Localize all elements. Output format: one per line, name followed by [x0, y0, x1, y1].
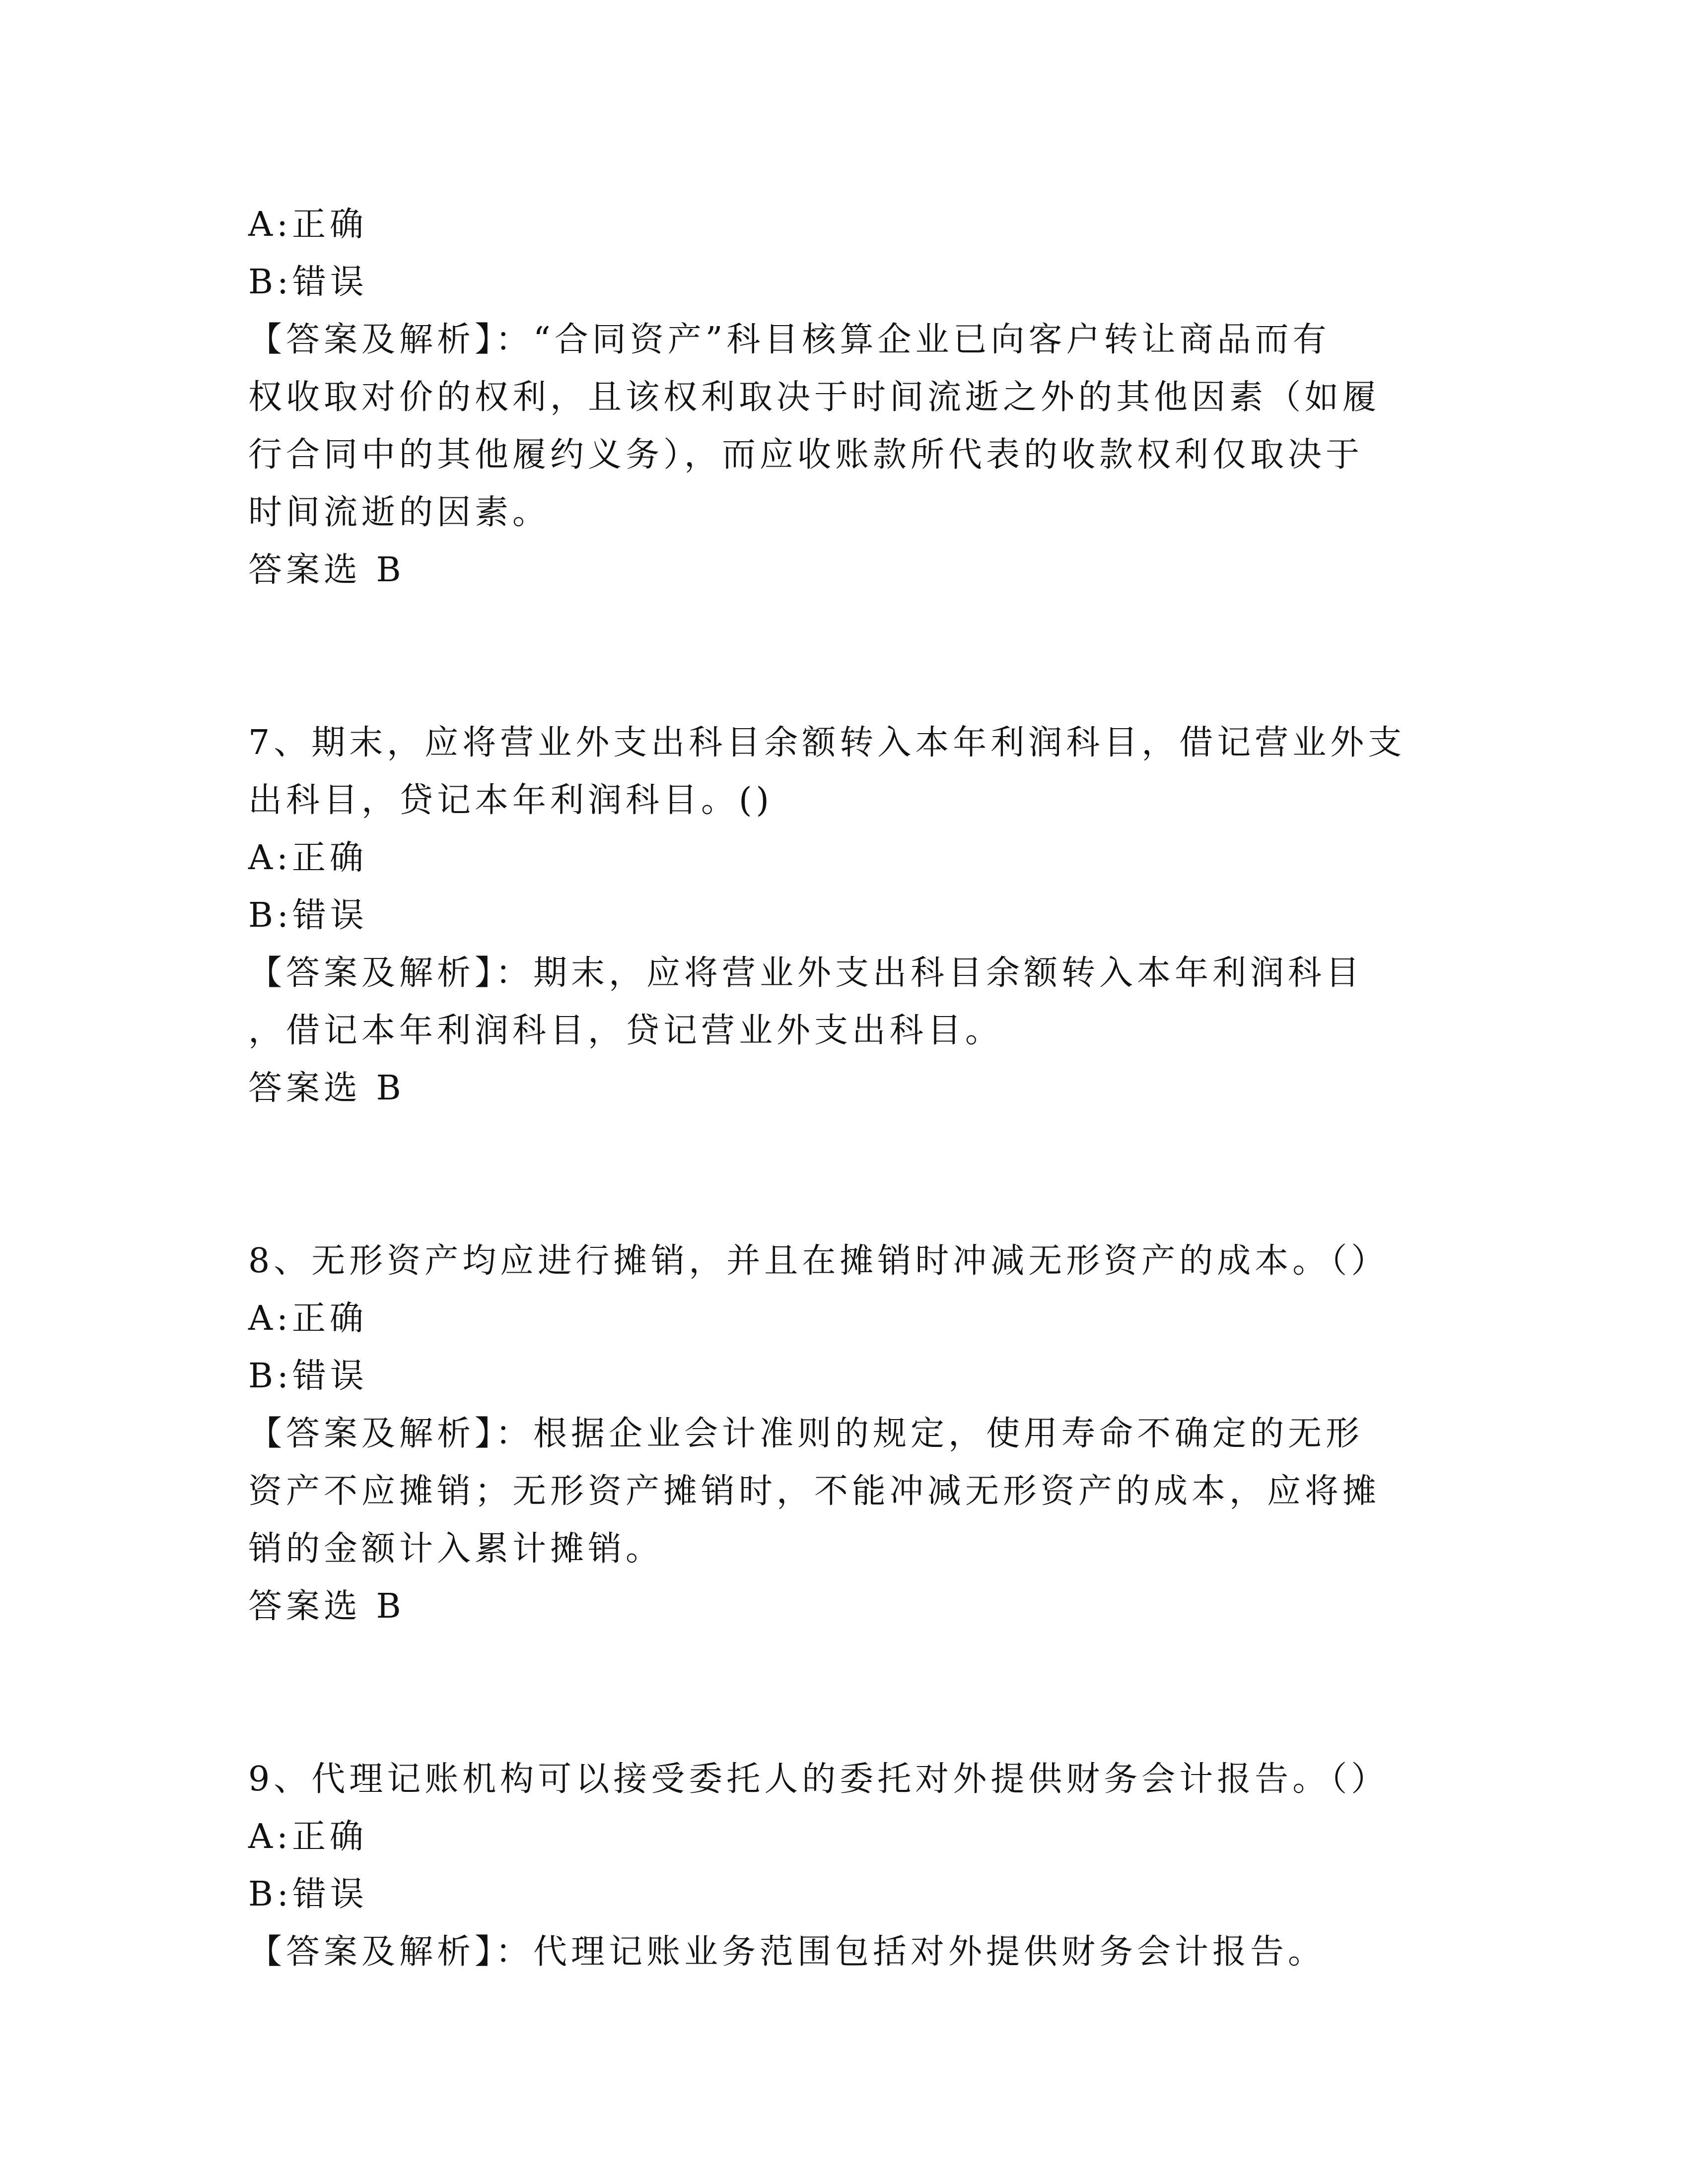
answer-line: 答案选 B	[248, 1587, 405, 1626]
question-text: 8、无形资产均应进行摊销，并且在摊销时冲减无形资产的成本。（）	[248, 1241, 1389, 1281]
analysis-line: 资产不应摊销；无形资产摊销时，不能冲减无形资产的成本，应将摊	[248, 1472, 1381, 1511]
question-8-block	[248, 1232, 1430, 1636]
question-text: 9、代理记账机构可以接受委托人的委托对外提供财务会计报告。（）	[248, 1760, 1389, 1799]
section-spacer	[248, 1636, 1430, 1751]
answer-line: 答案选 B	[248, 1069, 405, 1108]
analysis-line: 行合同中的其他履约义务），而应收账款所代表的收款权利仅取决于	[248, 435, 1364, 475]
analysis-line: 【答案及解析】：根据企业会计准则的规定，使用寿命不确定的无形	[248, 1414, 1364, 1453]
answer-line: 答案选 B	[248, 550, 405, 590]
analysis-line: ，借记本年利润科目，贷记营业外支出科目。	[248, 1011, 1003, 1050]
option-b: B:错误	[248, 896, 368, 935]
analysis-line: 【答案及解析】：“合同资产”科目核算企业已向客户转让商品而有	[248, 320, 1331, 359]
option-a: A:正确	[248, 205, 368, 244]
analysis-line: 【答案及解析】：代理记账业务范围包括对外提供财务会计报告。	[248, 1932, 1326, 1972]
analysis-line: 权收取对价的权利，且该权利取决于时间流逝之外的其他因素（如履	[248, 378, 1381, 417]
option-b: B:错误	[248, 263, 368, 302]
question-7-block	[248, 714, 1430, 1117]
analysis-line: 【答案及解析】：期末，应将营业外支出科目余额转入本年利润科目	[248, 954, 1364, 993]
question-text: 7、期末，应将营业外支出科目余额转入本年利润科目，借记营业外支	[248, 723, 1406, 762]
question-text: 出科目，贷记本年利润科目。()	[248, 781, 774, 820]
option-b: B:错误	[248, 1875, 368, 1914]
question-9-block	[248, 1751, 1430, 1981]
option-a: A:正确	[248, 1299, 368, 1338]
option-b: B:错误	[248, 1357, 368, 1396]
question-6-block	[248, 196, 1430, 599]
analysis-line: 销的金额计入累计摊销。	[248, 1529, 664, 1569]
document-page	[248, 196, 1430, 1981]
option-a: A:正确	[248, 838, 368, 878]
analysis-line: 时间流逝的因素。	[248, 493, 551, 532]
section-spacer	[248, 599, 1430, 714]
section-spacer	[248, 1117, 1430, 1232]
option-a: A:正确	[248, 1817, 368, 1856]
